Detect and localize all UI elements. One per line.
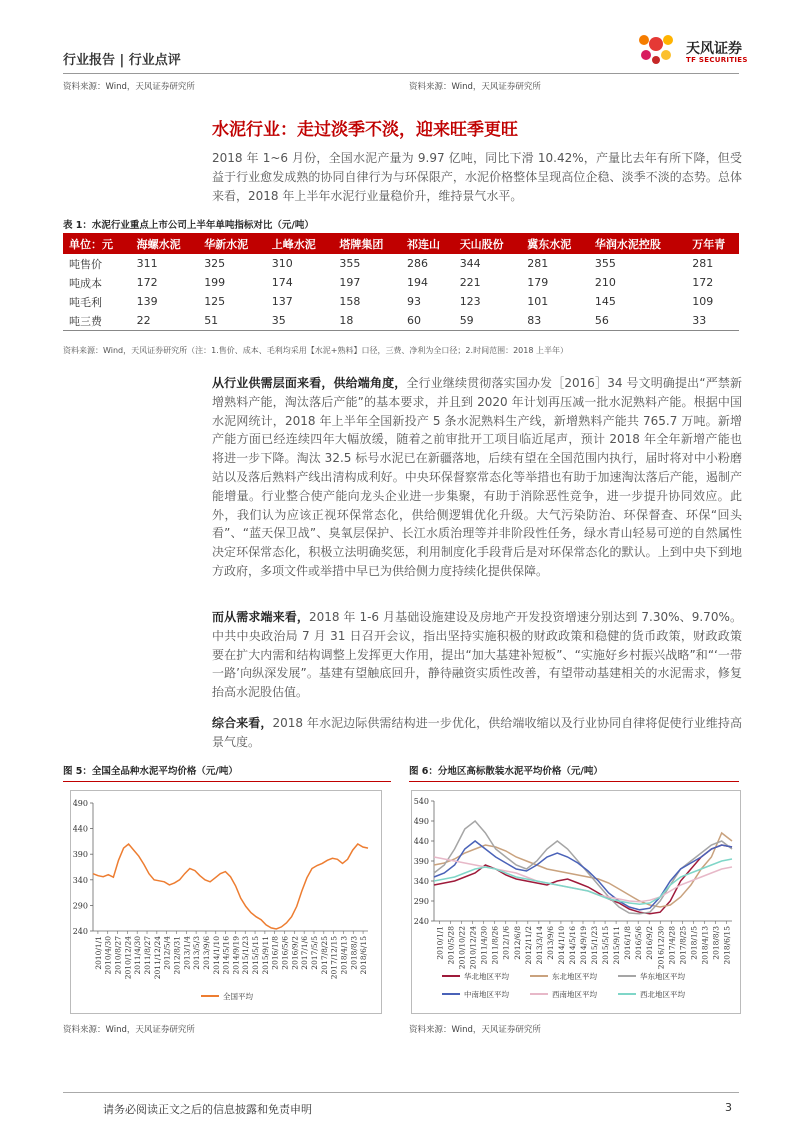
x-tick-label: 2017/8/25 <box>678 926 688 965</box>
x-tick-label: 2011/12/24 <box>152 936 162 980</box>
x-tick-label: 2010/1/1 <box>435 926 445 960</box>
table-cell: 101 <box>527 295 549 308</box>
table-row <box>63 254 739 273</box>
x-tick-label: 2014/5/16 <box>567 926 577 965</box>
x-tick-label: 2011/8/27 <box>143 936 153 975</box>
prev-figure-source-right: 资料来源：Wind，天风证券研究所 <box>409 82 541 92</box>
x-tick-label: 2017/5/5 <box>309 936 319 970</box>
legend-label: 华北地区平均 <box>464 972 509 981</box>
header-divider <box>63 73 739 74</box>
x-tick-label: 2014/9/19 <box>231 936 241 975</box>
x-tick-label: 2015/9/11 <box>612 926 622 965</box>
table-cell: 197 <box>339 276 361 289</box>
x-tick-label: 2016/5/6 <box>280 936 290 970</box>
series-line <box>434 845 732 914</box>
fig6-title: 图 6：分地区高标散装水泥平均价格（元/吨） <box>409 766 603 777</box>
x-tick-label: 2018/6/15 <box>359 936 369 975</box>
y-tick-label: 390 <box>72 850 88 860</box>
x-tick-label: 2015/5/15 <box>601 926 611 965</box>
x-tick-label: 2012/5/4 <box>162 936 172 970</box>
x-tick-label: 2015/1/23 <box>590 926 600 965</box>
x-tick-label: 2018/8/3 <box>711 926 721 960</box>
table-cell: 123 <box>459 295 481 308</box>
x-tick-label: 2014/9/19 <box>579 926 588 965</box>
table-header-cell: 塔牌集团 <box>333 233 401 254</box>
legend-label: 西北地区平均 <box>640 990 685 999</box>
fig5-svg <box>71 791 381 1013</box>
fig5-chart <box>70 790 382 1014</box>
y-tick-label: 240 <box>72 927 88 936</box>
table-cell: 56 <box>589 311 686 331</box>
table-cell: 325 <box>204 257 226 270</box>
x-tick-label: 2011/4/30 <box>479 926 489 965</box>
supply-paragraph <box>212 374 742 581</box>
fig6-source: 资料来源：Wind，天风证券研究所 <box>409 1025 541 1035</box>
table-row <box>63 311 739 331</box>
x-tick-label: 2015/9/11 <box>260 936 270 975</box>
logo-name: 天风证券 <box>686 41 742 57</box>
legend-label: 西南地区平均 <box>552 990 597 999</box>
table-row <box>63 292 739 311</box>
table-note: 资料来源：Wind，天风证券研究所（注：1.售价、成本、毛利均采用【水泥+熟料】口径，三费、净利为全口径；2.时间范围：2018 上半年） <box>63 346 568 355</box>
table-header-cell: 上峰水泥 <box>266 233 334 254</box>
table-header-cell: 天山股份 <box>454 233 522 254</box>
logo-english: TF SECURITIES <box>686 56 748 64</box>
x-tick-label: 2018/8/3 <box>349 936 359 970</box>
y-tick-label: 340 <box>72 875 88 885</box>
x-tick-label: 2010/12/24 <box>468 926 478 970</box>
x-tick-label: 2010/4/30 <box>103 936 113 975</box>
y-tick-label: 490 <box>413 817 429 826</box>
fig6-chart <box>411 790 741 1014</box>
x-tick-label: 2014/5/16 <box>221 936 231 975</box>
table-cell: 59 <box>454 311 522 331</box>
table-cell: 35 <box>266 311 334 331</box>
demand-lead: 而从需求端来看， <box>212 610 309 624</box>
table-cell: 281 <box>692 257 714 270</box>
fig5-rule <box>63 781 391 782</box>
x-tick-label: 2013/5/3 <box>192 936 202 970</box>
legend-label: 华东地区平均 <box>640 972 685 981</box>
fig5-title: 图 5：全国全品种水泥平均价格（元/吨） <box>63 766 238 777</box>
footer-divider <box>63 1092 739 1093</box>
table-cell: 158 <box>339 295 361 308</box>
y-tick-label: 340 <box>413 877 429 886</box>
x-tick-label: 2010/8/27 <box>113 936 123 975</box>
summary-text: 2018 年水泥边际供需结构进一步优化，供给端收缩以及行业协同自律将促使行业维持高景气度。 <box>212 716 742 749</box>
table-cell: 139 <box>136 295 158 308</box>
table-cell: 51 <box>198 311 266 331</box>
x-tick-label: 2017/12/15 <box>329 936 339 980</box>
fig5-source: 资料来源：Wind，天风证券研究所 <box>63 1025 195 1035</box>
y-tick-label: 490 <box>72 799 88 808</box>
table-cell: 344 <box>459 257 481 270</box>
table-cell: 286 <box>406 257 428 270</box>
intro-paragraph: 2018 年 1~6 月份，全国水泥产量为 9.97 亿吨，同比下滑 10.42%，产量比去年有所下降，但受益于行业愈发成熟的协同自律行为与环保限产，水泥价格整体呈现高位企稳、淡季不淡的态势。总体来看，2018 年上半年水泥行业量稳价升，维持景气水平。 <box>212 151 742 203</box>
x-tick-label: 2010/12/24 <box>123 936 133 980</box>
x-tick-label: 2013/9/6 <box>201 936 211 970</box>
x-tick-label: 2017/1/6 <box>300 936 310 970</box>
summary-lead: 综合来看， <box>212 716 273 730</box>
fig6-rule <box>409 781 739 782</box>
table-header-cell: 单位：元 <box>63 233 131 254</box>
table-cell: 311 <box>136 257 158 270</box>
x-tick-label: 2011/8/26 <box>490 926 500 965</box>
table-cell: 199 <box>204 276 226 289</box>
x-tick-label: 2010/1/1 <box>93 936 103 970</box>
x-tick-label: 2012/11/2 <box>523 926 533 965</box>
table-cell: 172 <box>692 276 714 289</box>
x-tick-label: 2018/6/15 <box>722 926 732 965</box>
table-cell: 33 <box>686 311 739 331</box>
logo <box>630 30 682 66</box>
x-tick-label: 2016/9/2 <box>290 936 300 970</box>
table-cell: 60 <box>401 311 454 331</box>
x-tick-label: 2013/1/4 <box>182 936 192 970</box>
table-cell: 137 <box>271 295 293 308</box>
fig6-svg <box>412 791 740 1013</box>
table-cell: 22 <box>131 311 199 331</box>
y-tick-label: 290 <box>413 897 429 906</box>
table-cell: 355 <box>594 257 616 270</box>
y-tick-label: 440 <box>413 837 429 846</box>
x-tick-label: 2014/1/10 <box>211 936 221 975</box>
table-cell: 174 <box>271 276 293 289</box>
table-header-cell: 华润水泥控股 <box>589 233 686 254</box>
x-tick-label: 2012/6/8 <box>512 926 522 960</box>
table-header-cell: 祁连山 <box>401 233 454 254</box>
table-cell: 194 <box>406 276 428 289</box>
footer-disclaimer: 请务必阅读正文之后的信息披露和免责申明 <box>103 1103 312 1116</box>
table-cell: 109 <box>692 295 714 308</box>
y-tick-label: 240 <box>413 917 429 926</box>
x-tick-label: 2016/9/2 <box>645 926 655 960</box>
table-cell: 179 <box>527 276 549 289</box>
series-line <box>93 844 368 929</box>
y-tick-label: 390 <box>413 857 429 866</box>
demand-text: 2018 年 1-6 月基础设施建设及房地产开发投资增速分别达到 7.30%、9.70%。中共中央政治局 7 月 31 日召开会议，指出坚持实施积极的财政政策和稳健的货币政策，财政政策要在扩大内需和结构调整上发挥更大作用，提出“加大基建补短板”、“实施好乡村振兴战略”和“‘一带一路’向纵深发展”。基建有望触底回升，静待融资实质性改善，有望带动基建相关的水泥需求，修复抬高水泥股估值。 <box>212 610 742 700</box>
table-cell: 221 <box>459 276 481 289</box>
summary-paragraph <box>212 714 742 752</box>
supply-lead: 从行业供需层面来看，供给端角度， <box>212 376 407 390</box>
table-cell: 93 <box>406 295 421 308</box>
report-category: 行业报告 | 行业点评 <box>63 53 181 68</box>
x-tick-label: 2016/5/6 <box>634 926 644 960</box>
x-tick-label: 2016/1/8 <box>270 936 280 970</box>
table-cell: 83 <box>521 311 589 331</box>
table-row-label: 吨售价 <box>69 257 102 271</box>
legend-label: 东北地区平均 <box>552 972 597 981</box>
x-tick-label: 2016/1/8 <box>623 926 633 960</box>
prev-figure-source-left: 资料来源：Wind，天风证券研究所 <box>63 82 195 92</box>
x-tick-label: 2018/1/5 <box>689 926 699 960</box>
table-header-cell: 冀东水泥 <box>521 233 589 254</box>
table-row <box>63 273 739 292</box>
x-tick-label: 2013/3/14 <box>534 926 544 965</box>
table-header-cell: 海螺水泥 <box>131 233 199 254</box>
table-header-cell: 华新水泥 <box>198 233 266 254</box>
table-header-row <box>63 233 739 254</box>
page-number: 3 <box>725 1101 732 1114</box>
supply-text: 全行业继续贯彻落实国办发［2016］34 号文明确提出“严禁新增熟料产能，淘汰落后产能”的基本要求，并且到 2020 年计划再压减一批水泥熟料产能。根据中国水泥网统计，2018 年上半年全国新投产 5 条水泥熟料生产线，新增熟料产能共 765.7 万吨。新增产能方面已经连续四年大幅放缓，随着之前审批开工项目临近尾声，预计 2018 年全年新增产能也将进一步下降。淘汰 32.5 标号水泥已在新疆落地，后续有望在全国范围内执行，届时将对中小粉磨站以及落后熟料产线出清构成利好。中央环保督察常态化等举措也有助于加速淘汰落后产能，遏制产能增量。行业整合使产能向龙头企业进一步集聚，有助于消除恶性竞争，进一步提升协同效应。此外，我们认为应该正视环保常态化，供给侧逻辑优化升级。大气污染防治、环保督查、环保“回头看”、“蓝天保卫战”、臭氧层保护、长江水质治理等并非阶段性任务，绿水青山轻易可逆的自然属性决定环保常态化，积极立法明确奖惩，利用制度化手段背后是对环保常态化的默认。上到中央下到地方政府，多项文件或举措中早已为供给侧力度持续化提供保障。 <box>212 376 742 578</box>
x-tick-label: 2012/8/31 <box>172 936 182 975</box>
x-tick-label: 2018/4/13 <box>700 926 710 965</box>
x-tick-label: 2013/9/6 <box>545 926 555 960</box>
table-title: 表 1：水泥行业重点上市公司上半年单吨指标对比（元/吨） <box>63 220 314 231</box>
x-tick-label: 2014/1/10 <box>556 926 566 965</box>
table-cell: 18 <box>333 311 401 331</box>
x-tick-label: 2010/10/22 <box>457 926 467 970</box>
table-row-label: 吨毛利 <box>69 295 102 309</box>
x-tick-label: 2010/5/28 <box>446 926 456 965</box>
table-cell: 310 <box>271 257 293 270</box>
table-header-cell: 万年青 <box>686 233 739 254</box>
x-tick-label: 2017/4/28 <box>667 926 677 965</box>
table-cell: 145 <box>594 295 616 308</box>
x-tick-label: 2018/4/13 <box>339 936 349 975</box>
x-tick-label: 2016/12/30 <box>656 926 666 970</box>
x-tick-label: 2011/4/30 <box>133 936 143 975</box>
table-row-label: 吨三费 <box>63 311 131 331</box>
x-tick-label: 2012/1/6 <box>501 926 511 960</box>
y-tick-label: 540 <box>413 797 429 806</box>
table-cell: 210 <box>594 276 616 289</box>
logo-icon <box>630 30 682 66</box>
cost-comparison-table <box>63 233 739 331</box>
section-title: 水泥行业：走过淡季不淡，迎来旺季更旺 <box>212 120 518 140</box>
table-cell: 281 <box>527 257 549 270</box>
table-cell: 125 <box>204 295 226 308</box>
x-tick-label: 2015/1/23 <box>241 936 251 975</box>
x-tick-label: 2017/8/25 <box>319 936 329 975</box>
x-tick-label: 2015/5/15 <box>251 936 261 975</box>
y-tick-label: 290 <box>72 901 88 911</box>
table-cell: 355 <box>339 257 361 270</box>
legend-label: 中南地区平均 <box>464 990 509 999</box>
legend-label: 全国平均 <box>223 992 253 1001</box>
y-tick-label: 440 <box>72 824 88 834</box>
demand-paragraph <box>212 608 742 702</box>
table-row-label: 吨成本 <box>69 276 102 290</box>
table-cell: 172 <box>136 276 158 289</box>
